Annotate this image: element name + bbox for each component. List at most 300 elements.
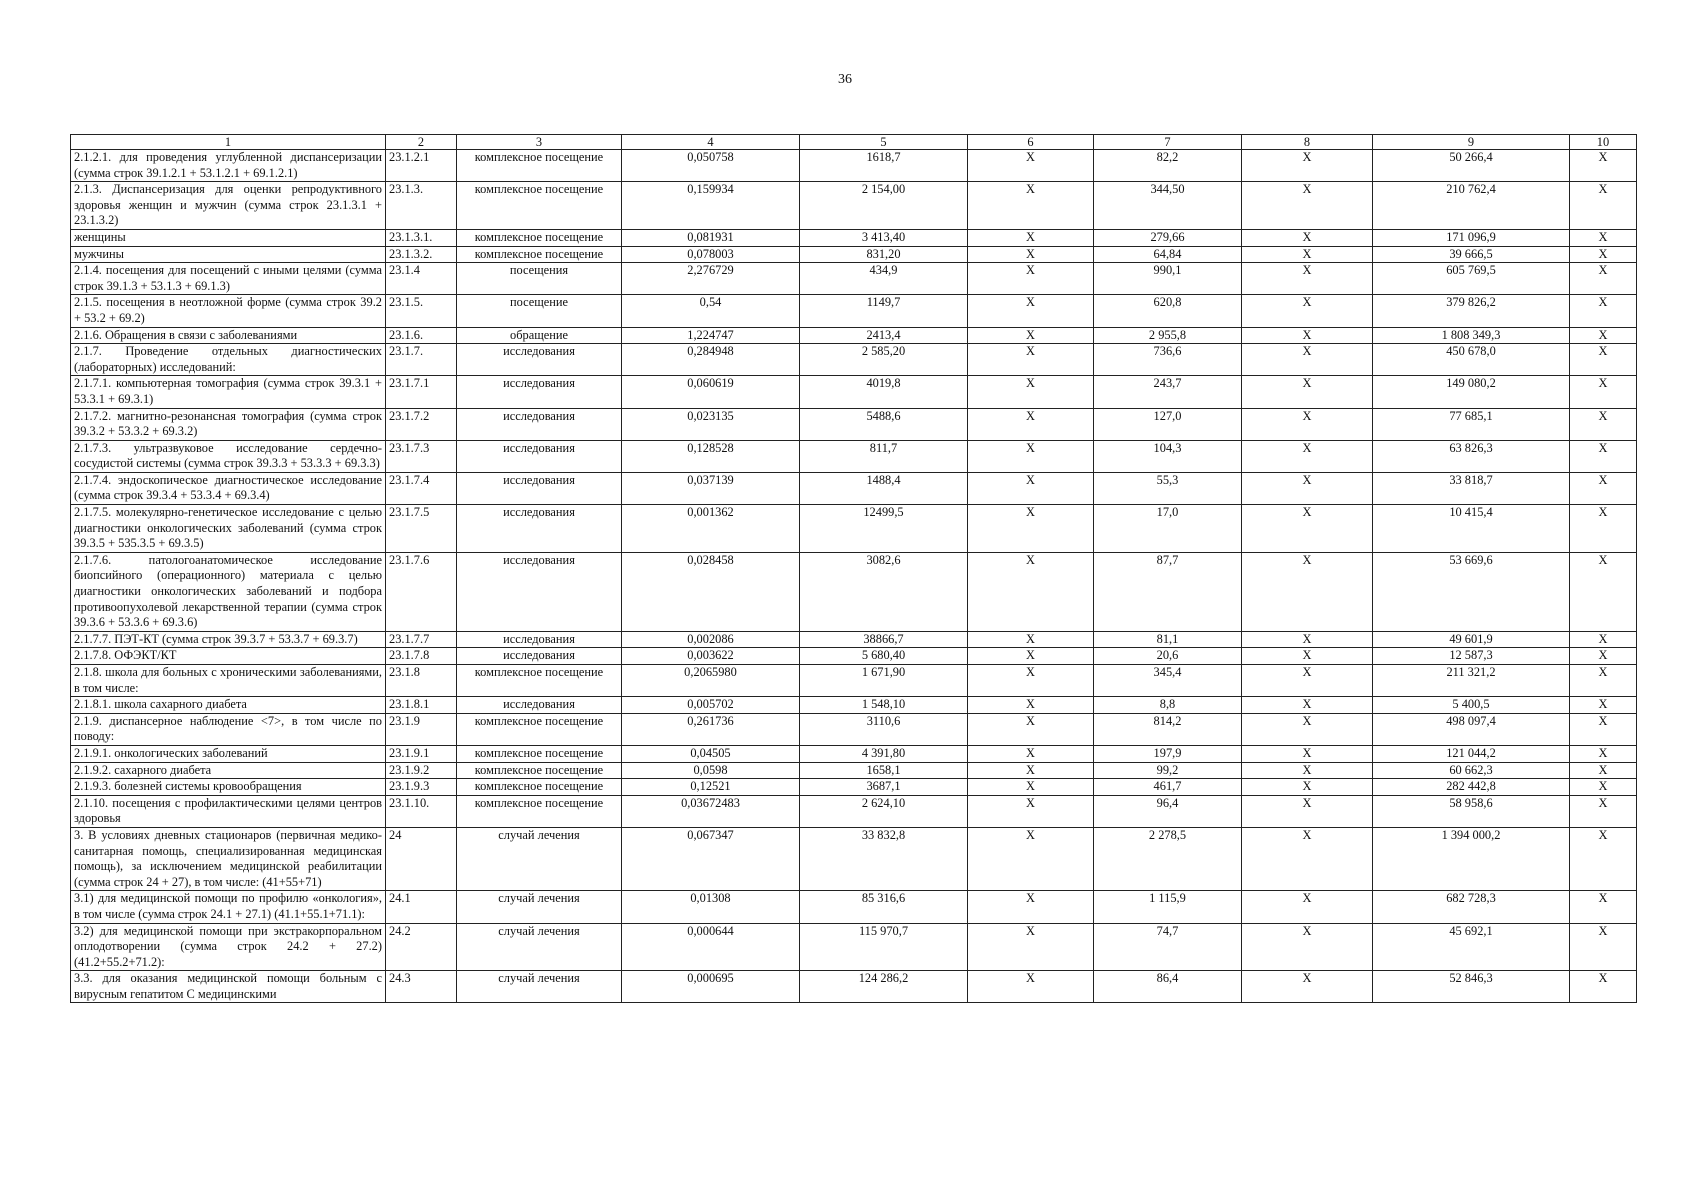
- column-number: 10: [1570, 135, 1637, 150]
- column-number: 8: [1242, 135, 1373, 150]
- col-8-value: X: [1242, 552, 1373, 631]
- col-7-value: 8,8: [1094, 697, 1242, 714]
- col-9-value: 210 762,4: [1373, 182, 1570, 230]
- col-10-value: X: [1570, 263, 1637, 295]
- col-6-value: X: [968, 263, 1094, 295]
- row-description: 2.1.7. Проведение отдельных диагностических (лабораторных) исследований:: [71, 344, 386, 376]
- table-row: [71, 827, 1637, 890]
- norm-value: 0,54: [622, 295, 800, 327]
- col-8-value: X: [1242, 697, 1373, 714]
- row-code: 23.1.7.: [386, 344, 457, 376]
- col-9-value: 282 442,8: [1373, 779, 1570, 796]
- table-row: [71, 182, 1637, 230]
- table-row: [71, 440, 1637, 472]
- norm-value: 0,159934: [622, 182, 800, 230]
- row-code: 23.1.10.: [386, 795, 457, 827]
- col-6-value: X: [968, 505, 1094, 553]
- col-9-value: 49 601,9: [1373, 631, 1570, 648]
- col-8-value: X: [1242, 827, 1373, 890]
- col-7-value: 96,4: [1094, 795, 1242, 827]
- row-code: 23.1.7.8: [386, 648, 457, 665]
- table-row: [71, 795, 1637, 827]
- norm-value: 0,005702: [622, 697, 800, 714]
- col-10-value: X: [1570, 923, 1637, 971]
- col-10-value: X: [1570, 150, 1637, 182]
- col-6-value: X: [968, 762, 1094, 779]
- col-6-value: X: [968, 344, 1094, 376]
- col-7-value: 243,7: [1094, 376, 1242, 408]
- col-7-value: 2 278,5: [1094, 827, 1242, 890]
- norm-value: 0,067347: [622, 827, 800, 890]
- unit-of-measure: исследования: [457, 552, 622, 631]
- col-10-value: X: [1570, 827, 1637, 890]
- row-code: 23.1.4: [386, 263, 457, 295]
- col-10-value: X: [1570, 665, 1637, 697]
- row-description: 2.1.7.6. патологоанатомическое исследование биопсийного (операционного) материала с целью диагностики онкологических заболеваний и подбора противоопухолевой лекарственной терапии (сумма строк 39.3.6 + 53.3.6 + 69.3.6): [71, 552, 386, 631]
- row-description: 3.3. для оказания медицинской помощи больным с вирусным гепатитом С медицинскими: [71, 971, 386, 1003]
- col-6-value: X: [968, 552, 1094, 631]
- col-6-value: X: [968, 246, 1094, 263]
- table-row: [71, 779, 1637, 796]
- norm-value: 0,060619: [622, 376, 800, 408]
- col-9-value: 12 587,3: [1373, 648, 1570, 665]
- col-10-value: X: [1570, 344, 1637, 376]
- unit-of-measure: исследования: [457, 697, 622, 714]
- col-7-value: 74,7: [1094, 923, 1242, 971]
- table-row: [71, 971, 1637, 1003]
- unit-of-measure: комплексное посещение: [457, 229, 622, 246]
- col-10-value: X: [1570, 408, 1637, 440]
- norm-value: 0,04505: [622, 745, 800, 762]
- col-9-value: 121 044,2: [1373, 745, 1570, 762]
- row-description: 2.1.10. посещения с профилактическими целями центров здоровья: [71, 795, 386, 827]
- row-description: 2.1.7.4. эндоскопическое диагностическое исследование (сумма строк 39.3.4 + 53.3.4 + 69.3.4): [71, 472, 386, 504]
- cost-per-unit: 2 154,00: [800, 182, 968, 230]
- table-row: [71, 697, 1637, 714]
- col-8-value: X: [1242, 648, 1373, 665]
- col-10-value: X: [1570, 505, 1637, 553]
- col-9-value: 379 826,2: [1373, 295, 1570, 327]
- col-6-value: X: [968, 745, 1094, 762]
- col-7-value: 64,84: [1094, 246, 1242, 263]
- row-code: 23.1.7.3: [386, 440, 457, 472]
- cost-per-unit: 85 316,6: [800, 891, 968, 923]
- table-row: [71, 246, 1637, 263]
- column-number: 1: [71, 135, 386, 150]
- row-code: 23.1.2.1: [386, 150, 457, 182]
- cost-per-unit: 3082,6: [800, 552, 968, 631]
- cost-per-unit: 831,20: [800, 246, 968, 263]
- col-10-value: X: [1570, 697, 1637, 714]
- col-8-value: X: [1242, 745, 1373, 762]
- cost-per-unit: 3110,6: [800, 713, 968, 745]
- col-6-value: X: [968, 665, 1094, 697]
- row-code: 23.1.7.6: [386, 552, 457, 631]
- row-description: 2.1.7.8. ОФЭКТ/КТ: [71, 648, 386, 665]
- col-8-value: X: [1242, 631, 1373, 648]
- row-code: 23.1.8.1: [386, 697, 457, 714]
- col-9-value: 149 080,2: [1373, 376, 1570, 408]
- norm-value: 0,078003: [622, 246, 800, 263]
- col-10-value: X: [1570, 246, 1637, 263]
- table-row: [71, 408, 1637, 440]
- col-9-value: 171 096,9: [1373, 229, 1570, 246]
- col-10-value: X: [1570, 795, 1637, 827]
- col-6-value: X: [968, 648, 1094, 665]
- col-8-value: X: [1242, 229, 1373, 246]
- col-8-value: X: [1242, 376, 1373, 408]
- row-code: 23.1.9.2: [386, 762, 457, 779]
- row-description: 2.1.7.1. компьютерная томография (сумма строк 39.3.1 + 53.3.1 + 69.3.1): [71, 376, 386, 408]
- cost-per-unit: 1618,7: [800, 150, 968, 182]
- norm-value: 0,261736: [622, 713, 800, 745]
- row-code: 23.1.8: [386, 665, 457, 697]
- col-7-value: 82,2: [1094, 150, 1242, 182]
- col-6-value: X: [968, 182, 1094, 230]
- norm-value: 0,037139: [622, 472, 800, 504]
- row-code: 23.1.7.1: [386, 376, 457, 408]
- col-8-value: X: [1242, 665, 1373, 697]
- norm-value: 0,2065980: [622, 665, 800, 697]
- row-code: 23.1.9.1: [386, 745, 457, 762]
- col-8-value: X: [1242, 779, 1373, 796]
- cost-per-unit: 5 680,40: [800, 648, 968, 665]
- col-7-value: 2 955,8: [1094, 327, 1242, 344]
- col-6-value: X: [968, 327, 1094, 344]
- norm-value: 0,03672483: [622, 795, 800, 827]
- row-code: 23.1.7.4: [386, 472, 457, 504]
- col-9-value: 53 669,6: [1373, 552, 1570, 631]
- row-description: 2.1.2.1. для проведения углубленной диспансеризации (сумма строк 39.1.2.1 + 53.1.2.1 + 69.1.2.1): [71, 150, 386, 182]
- col-10-value: X: [1570, 182, 1637, 230]
- col-10-value: X: [1570, 745, 1637, 762]
- col-7-value: 345,4: [1094, 665, 1242, 697]
- norm-value: 0,12521: [622, 779, 800, 796]
- table-row: [71, 295, 1637, 327]
- table-row: [71, 762, 1637, 779]
- col-9-value: 1 808 349,3: [1373, 327, 1570, 344]
- page-number: 36: [838, 72, 852, 87]
- cost-per-unit: 2 624,10: [800, 795, 968, 827]
- table-row: [71, 344, 1637, 376]
- norm-value: 0,003622: [622, 648, 800, 665]
- col-6-value: X: [968, 971, 1094, 1003]
- unit-of-measure: исследования: [457, 408, 622, 440]
- col-6-value: X: [968, 923, 1094, 971]
- row-code: 23.1.7.7: [386, 631, 457, 648]
- col-7-value: 55,3: [1094, 472, 1242, 504]
- unit-of-measure: случай лечения: [457, 971, 622, 1003]
- row-description: 2.1.3. Диспансеризация для оценки репродуктивного здоровья женщин и мужчин (сумма строк 23.1.3.1 + 23.1.3.2): [71, 182, 386, 230]
- unit-of-measure: комплексное посещение: [457, 779, 622, 796]
- col-8-value: X: [1242, 713, 1373, 745]
- col-7-value: 990,1: [1094, 263, 1242, 295]
- cost-per-unit: 33 832,8: [800, 827, 968, 890]
- col-10-value: X: [1570, 327, 1637, 344]
- row-code: 23.1.7.5: [386, 505, 457, 553]
- col-7-value: 17,0: [1094, 505, 1242, 553]
- col-10-value: X: [1570, 971, 1637, 1003]
- norm-value: 0,001362: [622, 505, 800, 553]
- unit-of-measure: комплексное посещение: [457, 762, 622, 779]
- unit-of-measure: исследования: [457, 440, 622, 472]
- table-row: [71, 327, 1637, 344]
- col-9-value: 211 321,2: [1373, 665, 1570, 697]
- column-numbers-row: [71, 135, 1637, 150]
- col-8-value: X: [1242, 971, 1373, 1003]
- norm-value: 0,002086: [622, 631, 800, 648]
- norm-value: 0,023135: [622, 408, 800, 440]
- col-10-value: X: [1570, 631, 1637, 648]
- col-6-value: X: [968, 713, 1094, 745]
- cost-per-unit: 1658,1: [800, 762, 968, 779]
- column-number: 7: [1094, 135, 1242, 150]
- row-description: женщины: [71, 229, 386, 246]
- col-9-value: 50 266,4: [1373, 150, 1570, 182]
- col-8-value: X: [1242, 505, 1373, 553]
- column-number: 6: [968, 135, 1094, 150]
- cost-per-unit: 38866,7: [800, 631, 968, 648]
- unit-of-measure: исследования: [457, 344, 622, 376]
- col-6-value: X: [968, 795, 1094, 827]
- col-7-value: 99,2: [1094, 762, 1242, 779]
- row-code: 23.1.9: [386, 713, 457, 745]
- col-10-value: X: [1570, 229, 1637, 246]
- col-6-value: X: [968, 440, 1094, 472]
- col-6-value: X: [968, 472, 1094, 504]
- col-9-value: 5 400,5: [1373, 697, 1570, 714]
- table-row: [71, 648, 1637, 665]
- col-7-value: 620,8: [1094, 295, 1242, 327]
- cost-per-unit: 811,7: [800, 440, 968, 472]
- col-7-value: 87,7: [1094, 552, 1242, 631]
- col-10-value: X: [1570, 891, 1637, 923]
- unit-of-measure: исследования: [457, 505, 622, 553]
- row-description: 3. В условиях дневных стационаров (первичная медико-санитарная помощь, специализированная медицинская помощь), за исключением медицинской реабилитации (сумма строк 24 + 27), в том числе: (41+55+71): [71, 827, 386, 890]
- column-number: 5: [800, 135, 968, 150]
- row-description: 2.1.7.3. ультразвуковое исследование сердечно-сосудистой системы (сумма строк 39.3.3 + 53.3.3 + 69.3.3): [71, 440, 386, 472]
- unit-of-measure: случай лечения: [457, 891, 622, 923]
- cost-per-unit: 2 585,20: [800, 344, 968, 376]
- table-row: [71, 923, 1637, 971]
- norm-value: 0,050758: [622, 150, 800, 182]
- col-10-value: X: [1570, 376, 1637, 408]
- col-9-value: 52 846,3: [1373, 971, 1570, 1003]
- table-row: [71, 745, 1637, 762]
- col-7-value: 127,0: [1094, 408, 1242, 440]
- norm-value: 0,000695: [622, 971, 800, 1003]
- unit-of-measure: комплексное посещение: [457, 745, 622, 762]
- col-8-value: X: [1242, 246, 1373, 263]
- col-9-value: 498 097,4: [1373, 713, 1570, 745]
- col-8-value: X: [1242, 472, 1373, 504]
- unit-of-measure: исследования: [457, 472, 622, 504]
- col-8-value: X: [1242, 263, 1373, 295]
- col-6-value: X: [968, 295, 1094, 327]
- cost-per-unit: 2413,4: [800, 327, 968, 344]
- col-6-value: X: [968, 779, 1094, 796]
- col-7-value: 736,6: [1094, 344, 1242, 376]
- col-10-value: X: [1570, 295, 1637, 327]
- table-row: [71, 263, 1637, 295]
- cost-per-unit: 1488,4: [800, 472, 968, 504]
- col-9-value: 33 818,7: [1373, 472, 1570, 504]
- norm-value: 0,0598: [622, 762, 800, 779]
- norm-value: 0,128528: [622, 440, 800, 472]
- norm-value: 0,01308: [622, 891, 800, 923]
- row-code: 23.1.7.2: [386, 408, 457, 440]
- row-description: 2.1.5. посещения в неотложной форме (сумма строк 39.2 + 53.2 + 69.2): [71, 295, 386, 327]
- row-description: 2.1.8. школа для больных с хроническими заболеваниями, в том числе:: [71, 665, 386, 697]
- col-6-value: X: [968, 697, 1094, 714]
- col-9-value: 45 692,1: [1373, 923, 1570, 971]
- cost-per-unit: 434,9: [800, 263, 968, 295]
- col-10-value: X: [1570, 762, 1637, 779]
- unit-of-measure: комплексное посещение: [457, 150, 622, 182]
- row-description: 3.2) для медицинской помощи при экстракорпоральном оплодотворении (сумма строк 24.2 + 27.2) (41.2+55.2+71.2):: [71, 923, 386, 971]
- cost-per-unit: 4019,8: [800, 376, 968, 408]
- unit-of-measure: случай лечения: [457, 923, 622, 971]
- unit-of-measure: комплексное посещение: [457, 665, 622, 697]
- cost-per-unit: 115 970,7: [800, 923, 968, 971]
- col-8-value: X: [1242, 150, 1373, 182]
- row-description: 2.1.7.5. молекулярно-генетическое исследование с целью диагностики онкологических заболеваний (сумма строк 39.3.5 + 535.3.5 + 69.3.5): [71, 505, 386, 553]
- column-number: 4: [622, 135, 800, 150]
- col-7-value: 20,6: [1094, 648, 1242, 665]
- cost-per-unit: 3 413,40: [800, 229, 968, 246]
- unit-of-measure: исследования: [457, 648, 622, 665]
- col-7-value: 344,50: [1094, 182, 1242, 230]
- cost-per-unit: 1 548,10: [800, 697, 968, 714]
- table-row: [71, 376, 1637, 408]
- col-9-value: 58 958,6: [1373, 795, 1570, 827]
- row-code: 23.1.3.1.: [386, 229, 457, 246]
- table-row: [71, 552, 1637, 631]
- row-description: мужчины: [71, 246, 386, 263]
- col-7-value: 197,9: [1094, 745, 1242, 762]
- tariff-table: [70, 134, 1637, 1003]
- table-row: [71, 665, 1637, 697]
- col-7-value: 461,7: [1094, 779, 1242, 796]
- unit-of-measure: посещения: [457, 263, 622, 295]
- cost-per-unit: 12499,5: [800, 505, 968, 553]
- row-code: 24.3: [386, 971, 457, 1003]
- unit-of-measure: комплексное посещение: [457, 713, 622, 745]
- col-8-value: X: [1242, 923, 1373, 971]
- column-number: 9: [1373, 135, 1570, 150]
- norm-value: 2,276729: [622, 263, 800, 295]
- table-row: [71, 229, 1637, 246]
- col-10-value: X: [1570, 779, 1637, 796]
- col-6-value: X: [968, 150, 1094, 182]
- unit-of-measure: комплексное посещение: [457, 182, 622, 230]
- norm-value: 0,081931: [622, 229, 800, 246]
- unit-of-measure: исследования: [457, 376, 622, 408]
- col-8-value: X: [1242, 891, 1373, 923]
- col-6-value: X: [968, 408, 1094, 440]
- col-6-value: X: [968, 376, 1094, 408]
- col-6-value: X: [968, 229, 1094, 246]
- col-8-value: X: [1242, 408, 1373, 440]
- row-code: 23.1.9.3: [386, 779, 457, 796]
- cost-per-unit: 3687,1: [800, 779, 968, 796]
- col-7-value: 1 115,9: [1094, 891, 1242, 923]
- cost-per-unit: 1 671,90: [800, 665, 968, 697]
- col-10-value: X: [1570, 472, 1637, 504]
- col-7-value: 279,66: [1094, 229, 1242, 246]
- norm-value: 0,000644: [622, 923, 800, 971]
- row-description: 2.1.9.1. онкологических заболеваний: [71, 745, 386, 762]
- norm-value: 0,284948: [622, 344, 800, 376]
- cost-per-unit: 124 286,2: [800, 971, 968, 1003]
- column-number: 2: [386, 135, 457, 150]
- col-8-value: X: [1242, 762, 1373, 779]
- row-description: 2.1.7.7. ПЭТ-КТ (сумма строк 39.3.7 + 53.3.7 + 69.3.7): [71, 631, 386, 648]
- col-9-value: 10 415,4: [1373, 505, 1570, 553]
- unit-of-measure: комплексное посещение: [457, 246, 622, 263]
- col-6-value: X: [968, 631, 1094, 648]
- table-row: [71, 150, 1637, 182]
- unit-of-measure: посещение: [457, 295, 622, 327]
- col-6-value: X: [968, 891, 1094, 923]
- col-9-value: 450 678,0: [1373, 344, 1570, 376]
- col-7-value: 104,3: [1094, 440, 1242, 472]
- col-7-value: 86,4: [1094, 971, 1242, 1003]
- col-10-value: X: [1570, 713, 1637, 745]
- col-6-value: X: [968, 827, 1094, 890]
- unit-of-measure: комплексное посещение: [457, 795, 622, 827]
- col-8-value: X: [1242, 344, 1373, 376]
- row-code: 24.2: [386, 923, 457, 971]
- norm-value: 1,224747: [622, 327, 800, 344]
- row-description: 2.1.4. посещения для посещений с иными целями (сумма строк 39.1.3 + 53.1.3 + 69.1.3): [71, 263, 386, 295]
- col-8-value: X: [1242, 440, 1373, 472]
- col-9-value: 682 728,3: [1373, 891, 1570, 923]
- row-description: 2.1.9.2. сахарного диабета: [71, 762, 386, 779]
- row-description: 2.1.9.3. болезней системы кровообращения: [71, 779, 386, 796]
- row-code: 24.1: [386, 891, 457, 923]
- col-9-value: 605 769,5: [1373, 263, 1570, 295]
- col-8-value: X: [1242, 795, 1373, 827]
- unit-of-measure: исследования: [457, 631, 622, 648]
- col-9-value: 60 662,3: [1373, 762, 1570, 779]
- column-number: 3: [457, 135, 622, 150]
- col-8-value: X: [1242, 327, 1373, 344]
- table-row: [71, 472, 1637, 504]
- col-7-value: 81,1: [1094, 631, 1242, 648]
- row-description: 3.1) для медицинской помощи по профилю «онкология», в том числе (сумма строк 24.1 + 27.1) (41.1+55.1+71.1):: [71, 891, 386, 923]
- cost-per-unit: 1149,7: [800, 295, 968, 327]
- table-row: [71, 713, 1637, 745]
- col-9-value: 77 685,1: [1373, 408, 1570, 440]
- table-body: [71, 135, 1637, 1003]
- col-10-value: X: [1570, 552, 1637, 631]
- row-code: 23.1.6.: [386, 327, 457, 344]
- row-description: 2.1.7.2. магнитно-резонансная томография (сумма строк 39.3.2 + 53.3.2 + 69.3.2): [71, 408, 386, 440]
- col-9-value: 39 666,5: [1373, 246, 1570, 263]
- norm-value: 0,028458: [622, 552, 800, 631]
- table-row: [71, 505, 1637, 553]
- row-code: 24: [386, 827, 457, 890]
- col-7-value: 814,2: [1094, 713, 1242, 745]
- col-8-value: X: [1242, 295, 1373, 327]
- row-description: 2.1.8.1. школа сахарного диабета: [71, 697, 386, 714]
- row-code: 23.1.5.: [386, 295, 457, 327]
- col-8-value: X: [1242, 182, 1373, 230]
- unit-of-measure: обращение: [457, 327, 622, 344]
- table-row: [71, 891, 1637, 923]
- cost-per-unit: 4 391,80: [800, 745, 968, 762]
